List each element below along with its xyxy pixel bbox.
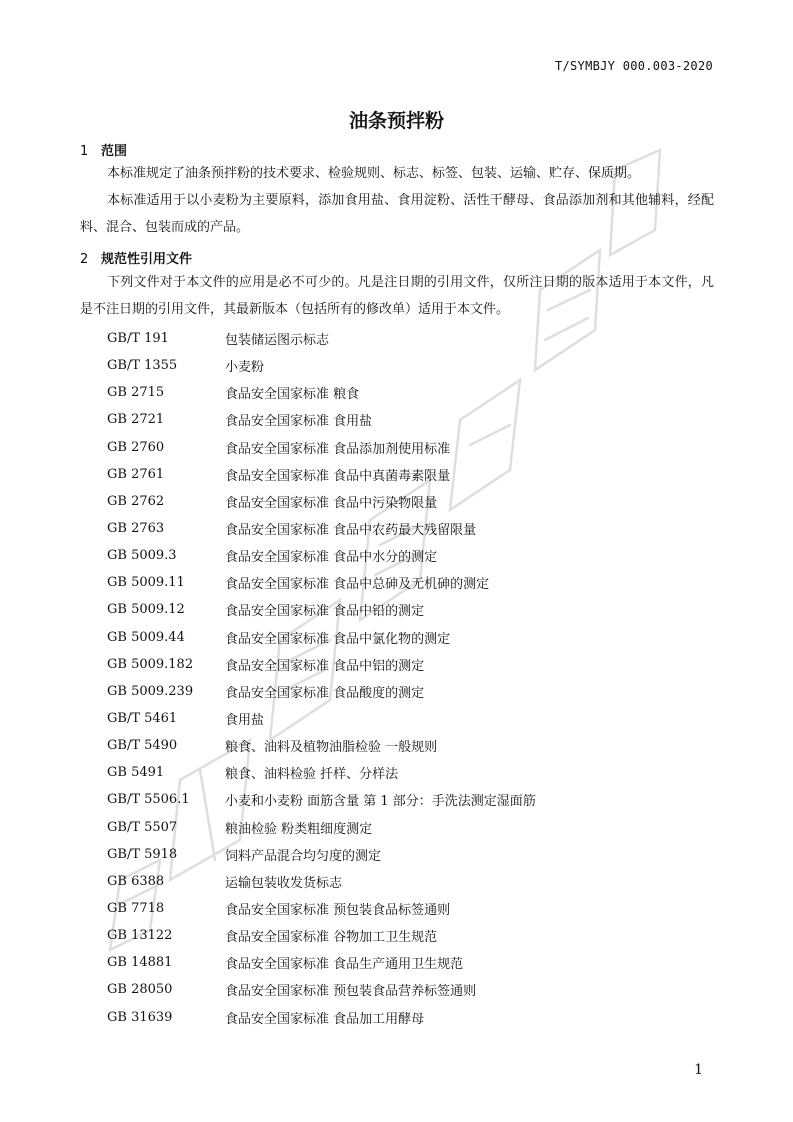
- page-number: 1: [694, 1062, 703, 1078]
- reference-item: [107, 922, 536, 949]
- normative-references-list: [107, 325, 536, 1031]
- reference-code: GB 2762: [107, 493, 165, 509]
- reference-item: [107, 705, 536, 732]
- reference-code: GB 5009.11: [107, 575, 185, 591]
- reference-title: 食品安全国家标准 食品加工用酵母: [225, 1011, 425, 1027]
- reference-title: 食品安全国家标准 食品添加剂使用标准: [225, 441, 451, 457]
- reference-title: 食品安全国家标准 食品中氯化物的测定: [225, 631, 451, 647]
- reference-code: GB 31639: [107, 1009, 173, 1025]
- reference-item: [107, 624, 536, 651]
- reference-item: [107, 1004, 536, 1031]
- section-number: 1: [80, 144, 89, 159]
- reference-code: GB 2760: [107, 439, 165, 455]
- reference-title: 小麦和小麦粉 面筋含量 第 1 部分：手洗法测定湿面筋: [225, 794, 536, 810]
- reference-code: GB/T 5461: [107, 711, 178, 727]
- reference-title: 粮食、油料检验 扦样、分样法: [225, 767, 399, 783]
- reference-title: 食用盐: [225, 713, 265, 729]
- reference-item: [107, 461, 536, 488]
- reference-title: 食品安全国家标准 食品生产通用卫生规范: [225, 957, 464, 973]
- section-title: 范围: [101, 144, 128, 159]
- reference-item: [107, 759, 536, 786]
- reference-item: [107, 325, 536, 352]
- reference-code: GB 5009.12: [107, 602, 185, 618]
- reference-title: 食品安全国家标准 预包装食品营养标签通则: [225, 984, 477, 1000]
- reference-title: 食品安全国家标准 食用盐: [225, 414, 373, 430]
- section-1-paragraph-2: 本标准适用于以小麦粉为主要原料，添加食用盐、食用淀粉、活性干酵母、食品添加剂和其他辅料，经配料、混合、包装而成的产品。: [80, 193, 714, 235]
- reference-title: 食品安全国家标准 食品中水分的测定: [225, 550, 438, 566]
- section-1-paragraph-1: 本标准规定了油条预拌粉的技术要求、检验规则、标志、标签、包装、运输、贮存、保质期。: [107, 166, 641, 181]
- reference-code: GB 6388: [107, 873, 165, 889]
- reference-code: GB 14881: [107, 955, 173, 971]
- reference-item: [107, 434, 536, 461]
- reference-item: [107, 976, 536, 1003]
- reference-code: GB 5491: [107, 765, 165, 781]
- reference-title: 粮油检验 粉类粗细度测定: [225, 821, 373, 837]
- reference-code: GB/T 191: [107, 331, 169, 347]
- reference-item: [107, 515, 536, 542]
- reference-item: [107, 596, 536, 623]
- reference-code: GB 7718: [107, 901, 165, 917]
- reference-item: [107, 895, 536, 922]
- reference-title: 小麦粉: [225, 360, 265, 376]
- section-2-paragraph: 下列文件对于本文件的应用是必不可少的。凡是注日期的引用文件，仅所注日期的版本适用于本文件，凡是不注日期的引用文件，其最新版本（包括所有的修改单）适用于本文件。: [80, 275, 714, 317]
- section-title: 规范性引用文件: [101, 252, 193, 267]
- document-code: T/SYMBJY 000.003-2020: [554, 59, 713, 73]
- reference-code: GB/T 5507: [107, 819, 178, 835]
- reference-item: [107, 542, 536, 569]
- reference-title: 食品安全国家标准 食品中总砷及无机砷的测定: [225, 577, 490, 593]
- reference-item: [107, 569, 536, 596]
- section-number: 2: [80, 252, 89, 267]
- reference-item: [107, 841, 536, 868]
- reference-code: GB 2721: [107, 412, 165, 428]
- reference-title: 食品安全国家标准 谷物加工卫生规范: [225, 930, 438, 946]
- reference-code: GB/T 5490: [107, 738, 178, 754]
- reference-item: [107, 379, 536, 406]
- reference-title: 食品安全国家标准 食品中污染物限量: [225, 495, 438, 511]
- reference-code: GB 2761: [107, 466, 165, 482]
- reference-title: 食品安全国家标准 粮食: [225, 387, 360, 403]
- reference-title: 食品安全国家标准 食品中真菌毒素限量: [225, 468, 451, 484]
- reference-item: [107, 678, 536, 705]
- reference-code: GB/T 5506.1: [107, 792, 190, 808]
- section-2-heading: [80, 248, 192, 267]
- reference-code: GB 5009.3: [107, 548, 177, 564]
- reference-code: GB 13122: [107, 928, 173, 944]
- reference-code: GB/T 5918: [107, 846, 178, 862]
- reference-item: [107, 406, 536, 433]
- reference-code: GB 5009.239: [107, 683, 194, 699]
- reference-item: [107, 732, 536, 759]
- document-title: 油条预拌粉: [348, 110, 444, 132]
- reference-title: 食品安全国家标准 食品中铝的测定: [225, 658, 425, 674]
- reference-code: GB 28050: [107, 982, 173, 998]
- section-1-heading: [80, 140, 127, 159]
- reference-code: GB/T 1355: [107, 358, 178, 374]
- reference-code: GB 5009.44: [107, 629, 185, 645]
- reference-title: 食品安全国家标准 食品中铅的测定: [225, 604, 425, 620]
- reference-item: [107, 488, 536, 515]
- reference-item: [107, 814, 536, 841]
- reference-title: 食品安全国家标准 预包装食品标签通则: [225, 903, 451, 919]
- reference-title: 食品安全国家标准 食品酸度的测定: [225, 685, 425, 701]
- reference-title: 粮食、油料及植物油脂检验 一般规则: [225, 740, 438, 756]
- reference-item: [107, 868, 536, 895]
- reference-item: [107, 352, 536, 379]
- reference-title: 运输包装收发货标志: [225, 875, 343, 891]
- reference-item: [107, 651, 536, 678]
- reference-title: 食品安全国家标准 食品中农药最大残留限量: [225, 523, 477, 539]
- reference-title: 包装储运图示标志: [225, 333, 330, 349]
- reference-code: GB 5009.182: [107, 656, 194, 672]
- reference-code: GB 2715: [107, 385, 165, 401]
- reference-item: [107, 786, 536, 813]
- reference-code: GB 2763: [107, 521, 165, 537]
- reference-title: 饲料产品混合均匀度的测定: [225, 848, 382, 864]
- reference-item: [107, 949, 536, 976]
